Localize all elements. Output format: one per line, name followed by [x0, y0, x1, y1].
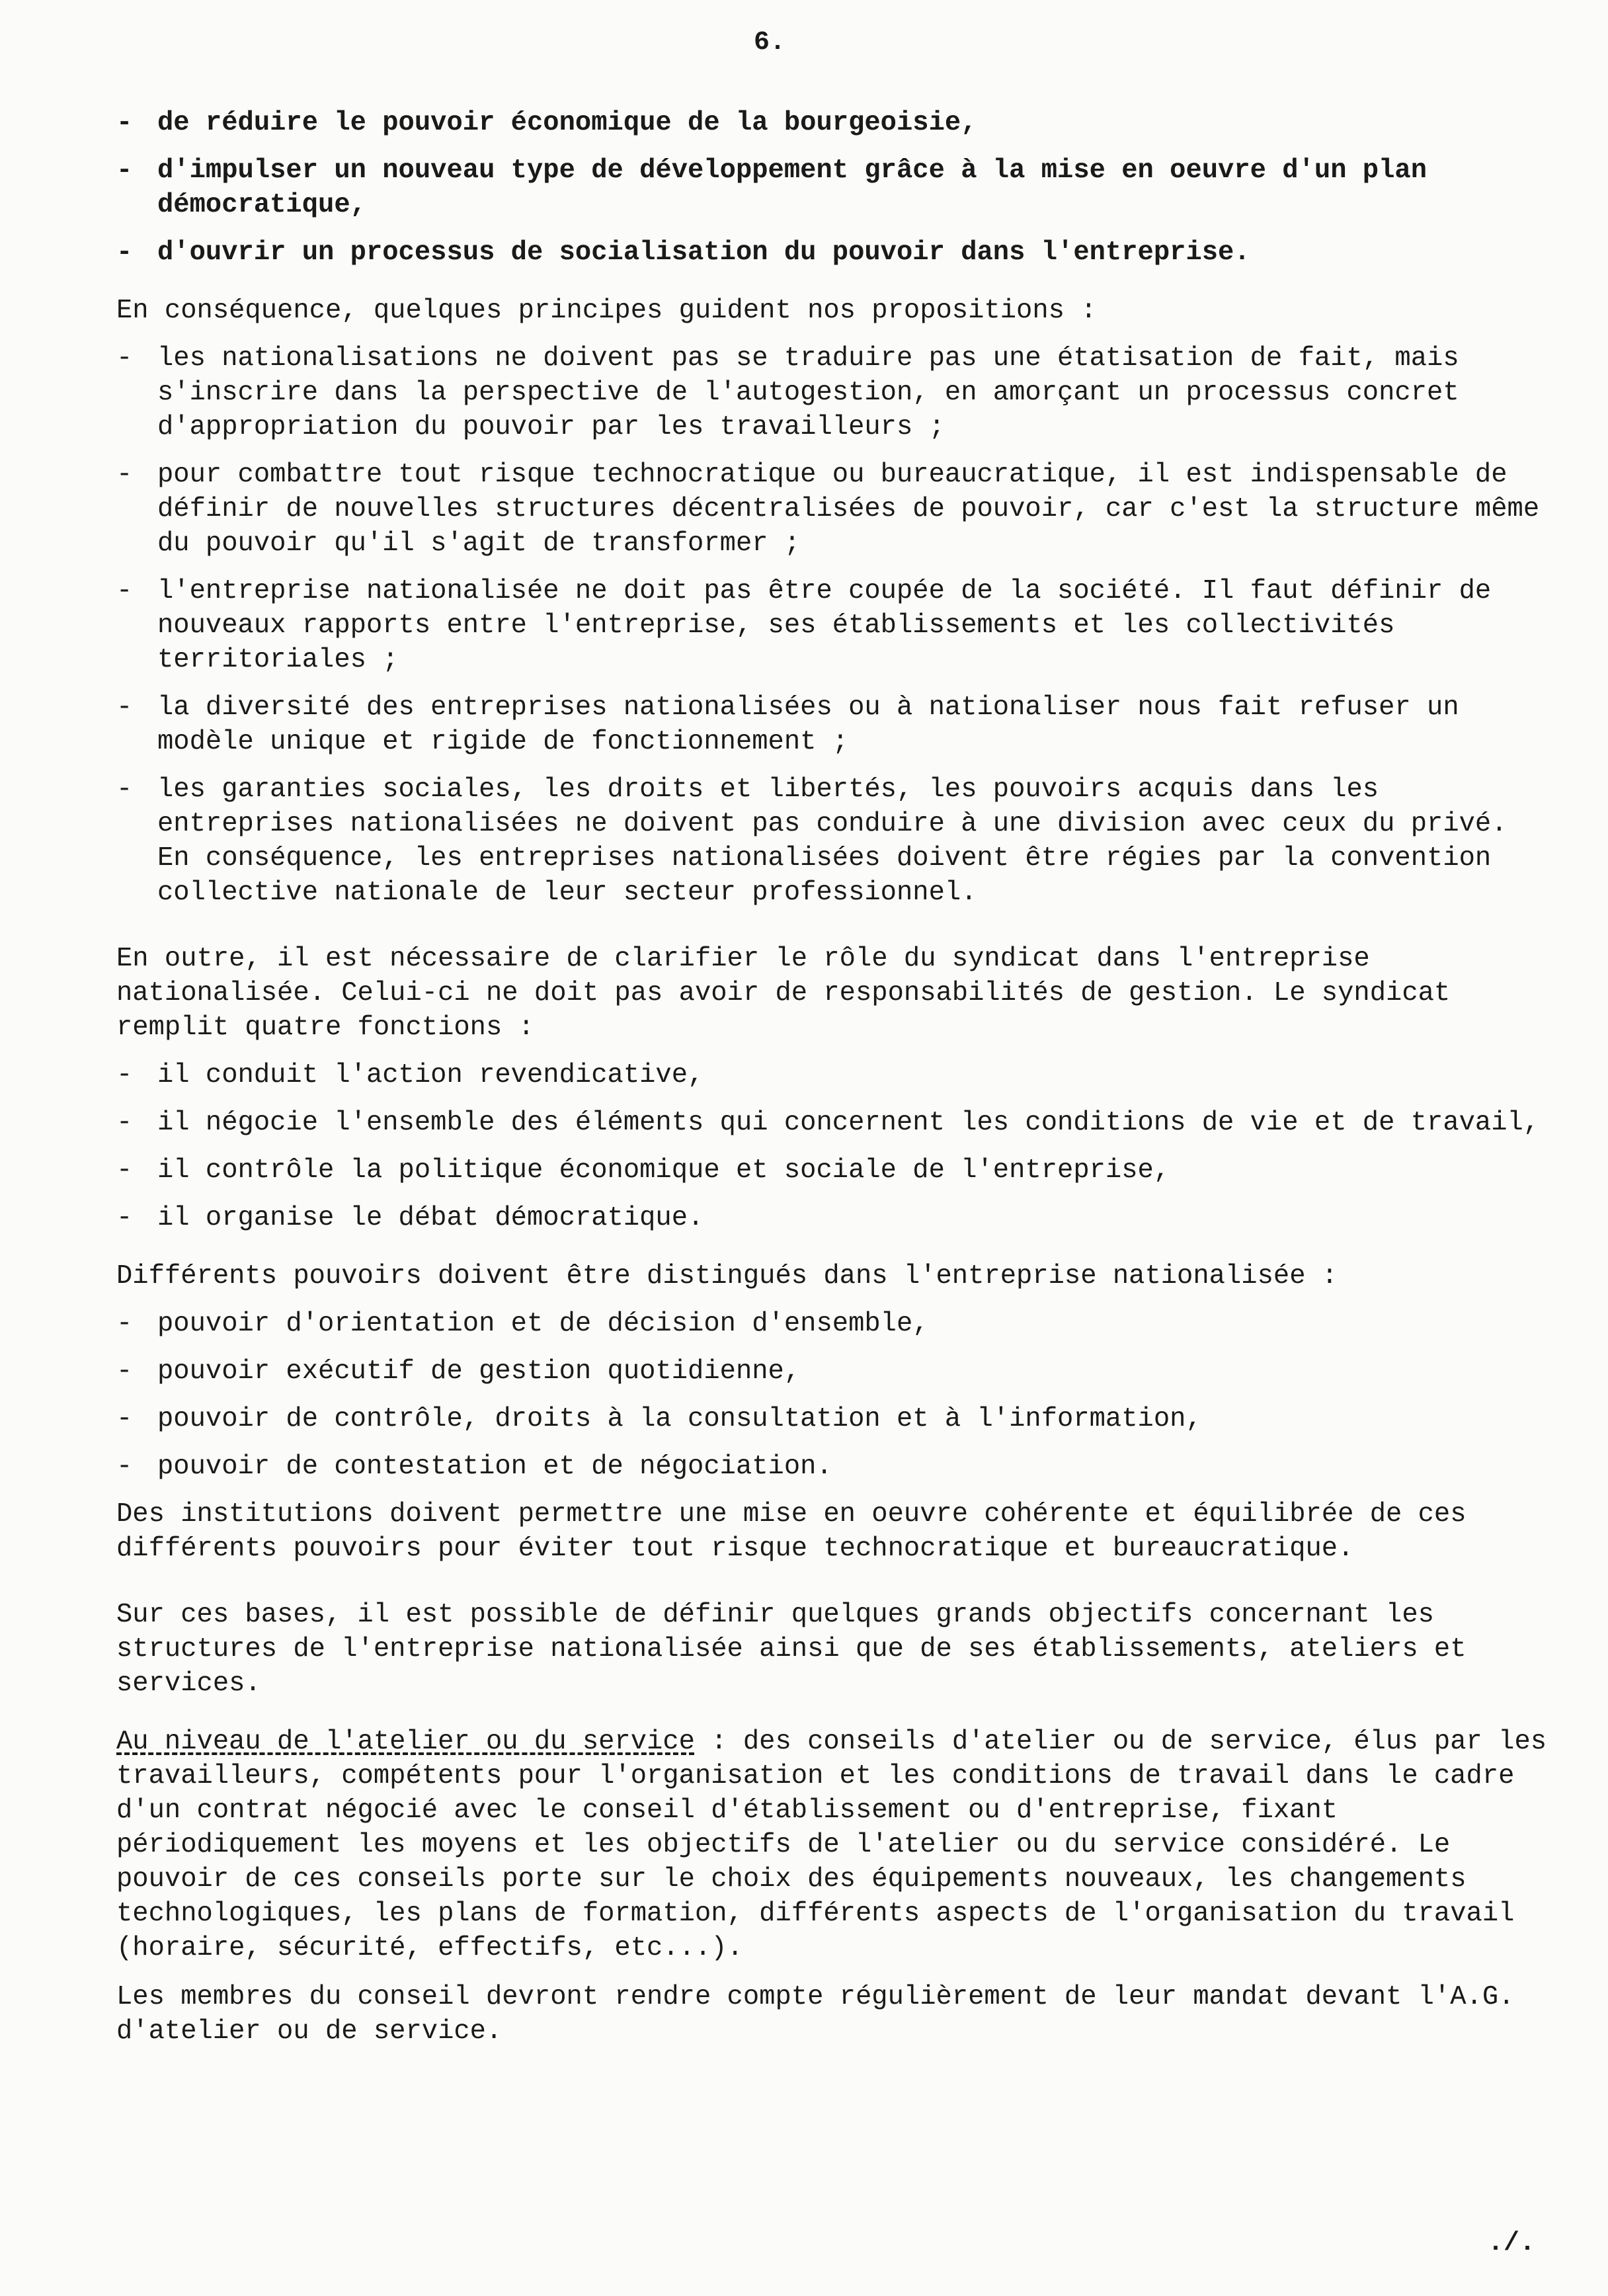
- bullet-text: pouvoir de contestation et de négociation.: [157, 1452, 832, 1482]
- document-body: [116, 106, 1551, 2062]
- bullet-dash: -: [116, 343, 133, 374]
- bullet-text: d'ouvrir un processus de socialisation du pouvoir dans l'entreprise.: [157, 237, 1250, 268]
- institutions-paragraph: Des institutions doivent permettre une mise en oeuvre cohérente et équilibrée de ces différents pouvoirs pour éviter tout risque technocratique et bureaucratique.: [116, 1499, 1467, 1564]
- principle-item: [116, 772, 1551, 910]
- atelier-paragraph: [116, 1725, 1551, 1965]
- syndicat-function: [116, 1153, 1551, 1188]
- syndicat-function: [116, 1201, 1551, 1235]
- atelier-text: : des conseils d'atelier ou de service, élus par les travailleurs, compétents pour l'organisation et les conditions de travail dans le cadre d'un contrat négocié avec le conseil d'établissement ou d'entreprise, fixant périodiquement les moyens et les objectifs de l'atelier ou du service considéré. Le pouvoir de ces conseils porte sur le choix des équipements nouveaux, les changements technologiques, les plans de formation, différents aspects de l'organisation du travail (horaire, sécurité, effectifs, etc...).: [116, 1727, 1547, 1963]
- bullet-dash: -: [116, 1404, 133, 1434]
- bullet-text: il négocie l'ensemble des éléments qui concernent les conditions de vie et de travail,: [157, 1108, 1540, 1138]
- principle-item: [116, 458, 1551, 561]
- power-item: [116, 1402, 1551, 1436]
- syndicat-intro: En outre, il est nécessaire de clarifier le rôle du syndicat dans l'entreprise nationalisée. Celui-ci ne doit pas avoir de responsabilités de gestion. Le syndicat remplit quatre fonctions :: [116, 944, 1451, 1043]
- bullet-dash: -: [116, 1155, 133, 1186]
- bullet-dash: -: [116, 155, 133, 186]
- power-item: [116, 1354, 1551, 1389]
- bullet-dash: -: [116, 237, 133, 268]
- bullet-text: il organise le débat démocratique.: [157, 1203, 704, 1233]
- bullet-text: l'entreprise nationalisée ne doit pas être coupée de la société. Il faut définir de nouveaux rapports entre l'entreprise, ses établissements et les collectivités territoriales ;: [157, 576, 1492, 675]
- bullet-text: il contrôle la politique économique et sociale de l'entreprise,: [157, 1155, 1170, 1186]
- intro-bullet: [116, 235, 1551, 270]
- bullet-dash: -: [116, 774, 133, 805]
- bullet-text: les garanties sociales, les droits et libertés, les pouvoirs acquis dans les entreprises nationalisées ne doivent pas conduire à une division avec ceux du privé.: [157, 774, 1508, 839]
- page-number: 6.: [754, 28, 786, 58]
- bullet-text: pouvoir de contrôle, droits à la consultation et à l'information,: [157, 1404, 1202, 1434]
- bullet-dash: -: [116, 460, 133, 490]
- bullet-text: pour combattre tout risque technocratique ou bureaucratique, il est indispensable de définir de nouvelles structures décentralisées de pouvoir, car c'est la structure même du pouvoir qu'il s'agit de transformer ;: [157, 460, 1540, 559]
- bullet-dash: -: [116, 692, 133, 723]
- powers-intro: Différents pouvoirs doivent être distingués dans l'entreprise nationalisée :: [116, 1261, 1338, 1292]
- bullet-text: il conduit l'action revendicative,: [157, 1060, 704, 1090]
- bullet-continuation: En conséquence, les entreprises nationalisées doivent être régies par la convention collective nationale de leur secteur professionnel.: [157, 843, 1492, 908]
- atelier-heading: Au niveau de l'atelier ou du service: [116, 1727, 695, 1757]
- bullet-text: les nationalisations ne doivent pas se traduire pas une étatisation de fait, mais s'inscrire dans la perspective de l'autogestion, en amorçant un processus concret d'appropriation du pouvoir par les travailleurs ;: [157, 343, 1459, 442]
- intro-bullet: [116, 106, 1551, 140]
- bullet-text: la diversité des entreprises nationalisées ou à nationaliser nous fait refuser un modèle unique et rigide de fonctionnement ;: [157, 692, 1459, 757]
- principle-item: [116, 574, 1551, 677]
- objectives-paragraph: Sur ces bases, il est possible de définir quelques grands objectifs concernant les structures de l'entreprise nationalisée ainsi que de ses établissements, ateliers et services.: [116, 1600, 1467, 1699]
- members-paragraph: Les membres du conseil devront rendre compte régulièrement de leur mandat devant l'A.G. d'atelier ou de service.: [116, 1982, 1515, 2047]
- bullet-text: d'impulser un nouveau type de développement grâce à la mise en oeuvre d'un plan démocratique,: [157, 155, 1427, 220]
- bullet-text: pouvoir d'orientation et de décision d'ensemble,: [157, 1309, 929, 1339]
- syndicat-function: [116, 1106, 1551, 1140]
- bullet-dash: -: [116, 1452, 133, 1482]
- bullet-dash: -: [116, 1108, 133, 1138]
- bullet-dash: -: [116, 1309, 133, 1339]
- intro-bullet: [116, 153, 1551, 222]
- bullet-dash: -: [116, 108, 133, 138]
- bullet-dash: -: [116, 1203, 133, 1233]
- principle-item: [116, 690, 1551, 759]
- bullet-dash: -: [116, 1356, 133, 1387]
- bullet-dash: -: [116, 1060, 133, 1090]
- principles-intro: En conséquence, quelques principes guident nos propositions :: [116, 296, 1097, 326]
- bullet-text: de réduire le pouvoir économique de la bourgeoisie,: [157, 108, 977, 138]
- syndicat-function: [116, 1058, 1551, 1092]
- bullet-text: pouvoir exécutif de gestion quotidienne,: [157, 1356, 801, 1387]
- power-item: [116, 1307, 1551, 1341]
- power-item: [116, 1450, 1551, 1484]
- principle-item: [116, 341, 1551, 444]
- continuation-mark: ./.: [1488, 2229, 1536, 2258]
- bullet-dash: -: [116, 576, 133, 606]
